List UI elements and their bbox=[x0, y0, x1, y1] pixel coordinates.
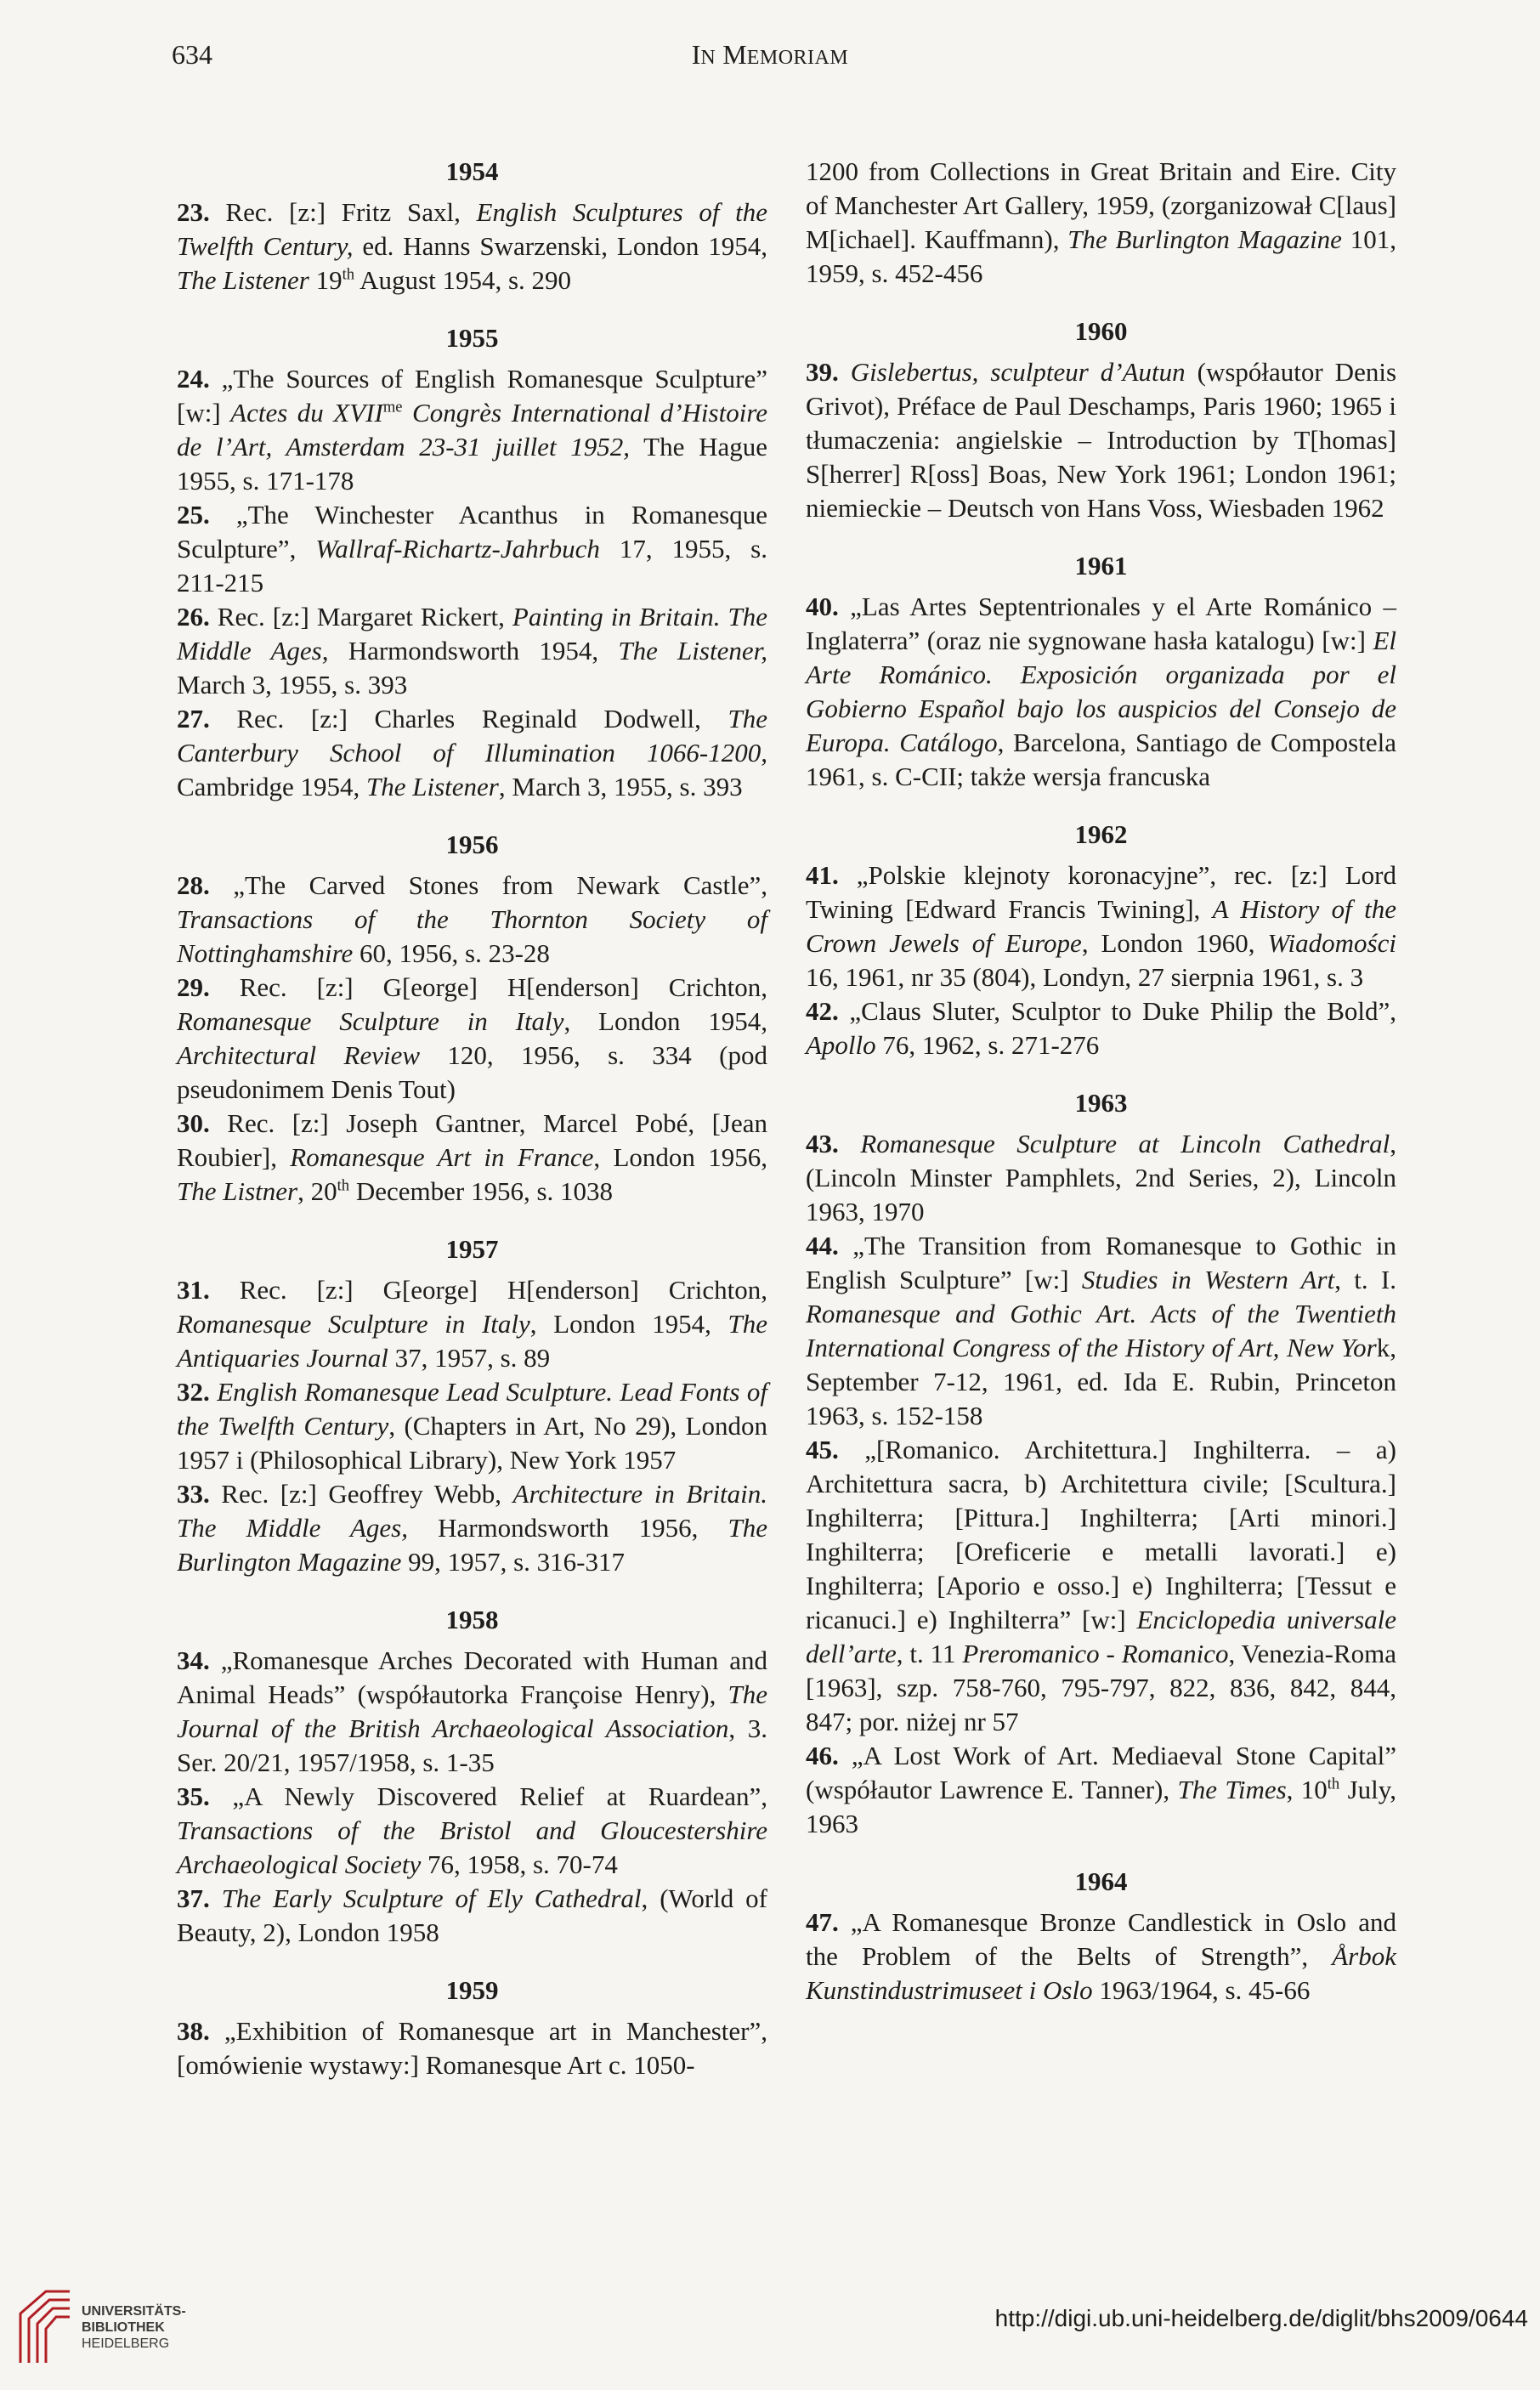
entry-title-italic: The Listner bbox=[177, 1176, 298, 1206]
year-heading: 1958 bbox=[445, 1605, 499, 1634]
superscript: th bbox=[1327, 1775, 1340, 1793]
entry-number: 34. bbox=[177, 1645, 210, 1675]
entry-text: , (Chapters in Art, No 29), London 1957 i (Philosophical Library), New York 1957 bbox=[177, 1411, 767, 1475]
entry-text: „Claus Sluter, Sculptor to Duke Philip the Bold”, bbox=[838, 996, 1396, 1026]
bibliography-entry bbox=[806, 1433, 1396, 1739]
bibliography-entry bbox=[806, 355, 1396, 525]
entry-text: , t. 11 bbox=[896, 1639, 963, 1668]
entry-text: 76, 1962, s. 271-276 bbox=[875, 1030, 1100, 1060]
entry-title-italic: Årbok Kunstindustrimuseet i Oslo bbox=[806, 1941, 1396, 2005]
bibliography-entry bbox=[806, 155, 1396, 291]
year-heading: 1962 bbox=[1074, 819, 1128, 849]
bibliography-entry bbox=[177, 1107, 767, 1209]
entry-text: July, 1963 bbox=[806, 1775, 1396, 1838]
bibliography-entry bbox=[806, 1229, 1396, 1433]
entry-text: , 3. Ser. 20/21, 1957/1958, s. 1-35 bbox=[177, 1713, 767, 1777]
year-heading: 1956 bbox=[445, 830, 499, 859]
superscript: me bbox=[382, 398, 403, 416]
bibliography-entry bbox=[806, 590, 1396, 794]
entry-text: , 20 bbox=[297, 1176, 337, 1206]
entry-text: 1963/1964, s. 45-66 bbox=[1092, 1975, 1311, 2005]
entry-title-italic: Apollo bbox=[806, 1030, 876, 1060]
year-heading: 1957 bbox=[445, 1234, 499, 1264]
entry-title-italic: The Early Sculpture of Ely Cathedral bbox=[221, 1883, 642, 1913]
entry-text: „The Carved Stones from Newark Castle”, bbox=[209, 870, 767, 900]
entry-number: 42. bbox=[806, 996, 839, 1026]
entry-text: 76, 1958, s. 70-74 bbox=[421, 1849, 618, 1879]
entry-text: , t. I. bbox=[1334, 1265, 1396, 1294]
entry-text: , London 1954, bbox=[529, 1309, 728, 1339]
entry-text: 16, 1961, nr 35 (804), Londyn, 27 sierpnia 1961, s. 3 bbox=[806, 962, 1364, 992]
entry-text bbox=[839, 1129, 861, 1158]
bibliography-entry bbox=[177, 869, 767, 971]
entry-title-italic: Architectural Review bbox=[177, 1040, 421, 1070]
entry-text: 17, 1955, s. 211-215 bbox=[177, 534, 767, 598]
year-heading: 1963 bbox=[1074, 1088, 1128, 1118]
entry-text: , (Lincoln Minster Pamphlets, 2nd Series, 2), Lincoln 1963, 1970 bbox=[806, 1129, 1396, 1226]
entry-number: 28. bbox=[177, 870, 210, 900]
entry-text: 1200 from Collections in Great Britain and Eire. City of Manchester Art Gallery, 1959, (zorganizował C[laus] M[ichael]. Kauffmann), bbox=[806, 156, 1396, 254]
entry-title-italic: The Listener, bbox=[618, 636, 767, 665]
entry-title-italic: English Sculptures of the Twelfth Century, bbox=[177, 197, 767, 261]
entry-text: March 3, 1955, s. 393 bbox=[177, 670, 408, 699]
entry-title-italic: Wiadomości bbox=[1267, 928, 1396, 958]
entry-title-italic: The Listener bbox=[177, 265, 309, 295]
entry-text: Rec. [z:] Margaret Rickert, bbox=[209, 602, 512, 631]
entry-title-italic: The Burlington Magazine bbox=[177, 1513, 767, 1577]
entry-text: Harmondsworth 1954, bbox=[328, 636, 619, 665]
entry-title-italic: Romanesque Sculpture at Lincoln Cathedral bbox=[860, 1129, 1390, 1158]
entry-number: 39. bbox=[806, 357, 839, 387]
entry-title-italic: Transactions of the Thornton Society of Nottinghamshire bbox=[177, 904, 767, 968]
entry-number: 37. bbox=[177, 1883, 210, 1913]
bibliography-entry bbox=[177, 971, 767, 1107]
entry-text: , London 1954, bbox=[563, 1006, 768, 1036]
entry-text: ed. Hanns Swarzenski, London 1954, bbox=[353, 231, 767, 261]
entry-number: 45. bbox=[806, 1435, 839, 1464]
entry-number: 33. bbox=[177, 1479, 210, 1509]
entry-text: „A Lost Work of Art. Mediaeval Stone Capital” (współautor Lawrence E. Tanner), bbox=[806, 1741, 1396, 1804]
entry-title-italic: Romanesque Art in France bbox=[290, 1142, 594, 1172]
year-heading: 1954 bbox=[445, 156, 499, 186]
bibliography-entry bbox=[177, 1644, 767, 1780]
library-name: UNIVERSITÄTS- BIBLIOTHEK HEIDELBERG bbox=[82, 2303, 186, 2351]
entry-number: 26. bbox=[177, 602, 210, 631]
entry-title-italic: Romanesque Sculpture in Italy bbox=[177, 1006, 564, 1036]
bibliography-entry bbox=[177, 362, 767, 498]
entry-text: August 1954, s. 290 bbox=[354, 265, 572, 295]
bibliography-entry bbox=[806, 1739, 1396, 1841]
year-heading: 1960 bbox=[1074, 316, 1128, 346]
entry-text: 37, 1957, s. 89 bbox=[388, 1343, 551, 1373]
bibliography-entry bbox=[177, 1882, 767, 1950]
entry-text: 99, 1957, s. 316-317 bbox=[401, 1547, 625, 1577]
entry-title-italic: A History of the Crown Jewels of Europe bbox=[806, 894, 1396, 958]
entry-text bbox=[210, 1883, 222, 1913]
bibliography-entry bbox=[177, 498, 767, 600]
entry-text: „A Newly Discovered Relief at Ruardean”, bbox=[209, 1781, 767, 1811]
library-logo bbox=[17, 2288, 186, 2366]
entry-number: 30. bbox=[177, 1108, 210, 1138]
bibliography-entry bbox=[806, 994, 1396, 1062]
entry-title-italic: Actes du XVII bbox=[230, 398, 383, 428]
source-url[interactable]: http://digi.ub.uni-heidelberg.de/diglit/bhs2009/0644 bbox=[994, 2305, 1528, 2331]
entry-text: „The Sources of English Romanesque Sculpture” [w:] bbox=[177, 364, 767, 428]
entry-text: „Polskie klejnoty koronacyjne”, rec. [z:] Lord Twining [Edward Francis Twining], bbox=[806, 860, 1396, 924]
entry-title-italic: The Times bbox=[1177, 1775, 1287, 1804]
entry-text: 120, 1956, s. 334 (pod pseudonimem Denis Tout) bbox=[177, 1040, 767, 1104]
entry-text: Cambridge 1954, bbox=[177, 772, 366, 801]
year-heading: 1959 bbox=[445, 1975, 499, 2005]
entry-number: 46. bbox=[806, 1741, 839, 1770]
superscript: th bbox=[337, 1176, 350, 1195]
entry-number: 24. bbox=[177, 364, 210, 394]
entry-title-italic: Gislebertus, sculpteur d’Autun bbox=[850, 357, 1186, 387]
running-title: IN MEMORIAM bbox=[691, 39, 849, 70]
entry-text: „[Romanico. Architettura.] Inghilterra. – a) Architettura sacra, b) Architettura civile; [Scultura.] Inghilterra; [Pittura.] Inghilterra; [Arti minori.] Inghilterra; [Oreficerie e metalli lavorati.] e) Inghilterra; [Aporio e osso.] e) Inghilterra; [Tessut e ricanuci.] e) Inghilterra” [w:] bbox=[806, 1435, 1396, 1634]
entry-number: 23. bbox=[177, 197, 210, 227]
entry-text: „Exhibition of Romanesque art in Manchester”, [omówienie wystawy:] Romanesque Art c. 1050- bbox=[177, 2016, 767, 2080]
entry-title-italic: Romanesque Sculpture in Italy bbox=[177, 1309, 530, 1339]
entry-text: „A Romanesque Bronze Candlestick in Oslo and the Problem of the Belts of Strength”, bbox=[806, 1907, 1396, 1971]
entry-text bbox=[210, 1377, 217, 1407]
entry-text: k, September 7-12, 1961, ed. Ida E. Rubin, Princeton 1963, s. 152-158 bbox=[806, 1333, 1396, 1430]
entry-text: „Las Artes Septentrionales y el Arte Románico – Inglaterra” (oraz nie sygnowane hasła katalogu) [w:] bbox=[806, 592, 1396, 655]
entry-text: „The Winchester Acanthus in Romanesque Sculpture”, bbox=[177, 500, 767, 564]
entry-title-italic: Studies in Western Art bbox=[1081, 1265, 1335, 1294]
left-column bbox=[177, 155, 767, 2082]
entry-title-italic: Architecture in Britain. The Middle Ages, bbox=[177, 1479, 767, 1543]
entry-text: 19 bbox=[309, 265, 343, 295]
bibliography-entry bbox=[177, 1477, 767, 1579]
entry-title-italic: The Journal of the British Archaeological Association bbox=[177, 1679, 767, 1743]
entry-text: , 10 bbox=[1286, 1775, 1328, 1804]
entry-number: 35. bbox=[177, 1781, 210, 1811]
entry-number: 43. bbox=[806, 1129, 839, 1158]
bibliography-entry bbox=[177, 1780, 767, 1882]
entry-text: Rec. [z:] Charles Reginald Dodwell, bbox=[209, 704, 728, 733]
entry-text: „The Transition from Romanesque to Gothic in English Sculpture” [w:] bbox=[806, 1231, 1396, 1294]
entry-text: Rec. [z:] Fritz Saxl, bbox=[209, 197, 477, 227]
entry-text: Rec. [z:] G[eorge] H[enderson] Crichton, bbox=[209, 972, 767, 1002]
entry-text: Rec. [z:] Joseph Gantner, Marcel Pobé, [Jean Roubier], bbox=[177, 1108, 767, 1172]
bibliography-entry bbox=[806, 858, 1396, 994]
entry-number: 47. bbox=[806, 1907, 839, 1937]
bibliography-entry bbox=[177, 1375, 767, 1477]
entry-title-italic: Painting in Britain. The Middle Ages, bbox=[177, 602, 767, 665]
year-heading: 1955 bbox=[445, 323, 499, 353]
bibliography-entry bbox=[806, 1906, 1396, 2008]
bibliography-entry bbox=[177, 702, 767, 804]
bibliography-entry bbox=[806, 1127, 1396, 1229]
entry-text: „Romanesque Arches Decorated with Human and Animal Heads” (współautorka Françoise Henry), bbox=[177, 1645, 767, 1709]
entry-title-italic: Romanesque and Gothic Art. Acts of the Twentieth International Congress of the History of Art, New Yor bbox=[806, 1299, 1396, 1362]
year-heading: 1961 bbox=[1074, 551, 1128, 581]
right-column bbox=[806, 155, 1396, 2008]
entry-title-italic: English Romanesque Lead Sculpture. Lead Fonts of the Twelfth Century bbox=[177, 1377, 768, 1441]
entry-title-italic: The Canterbury School of Illumination 1066-1200, bbox=[177, 704, 767, 767]
entry-title-italic: El Arte Románico. Exposición organizada por el Gobierno Español bajo los auspicios del Consejo de Europa. Catálogo bbox=[806, 626, 1396, 757]
entry-title-italic: Congrès International d’Histoire de l’Art, Amsterdam 23-31 juillet 1952, bbox=[177, 398, 767, 462]
entry-number: 27. bbox=[177, 704, 210, 733]
entry-text: , Barcelona, Santiago de Compostela 1961, s. C-CII; także wersja francuska bbox=[806, 728, 1396, 791]
entry-text: Rec. [z:] G[eorge] H[enderson] Crichton, bbox=[209, 1275, 767, 1305]
entry-text: December 1956, s. 1038 bbox=[349, 1176, 614, 1206]
entry-text: , (World of Beauty, 2), London 1958 bbox=[177, 1883, 768, 1947]
entry-number: 44. bbox=[806, 1231, 839, 1260]
entry-number: 32. bbox=[177, 1377, 210, 1407]
entry-text: (współautor Denis Grivot), Préface de Paul Deschamps, Paris 1960; 1965 i tłumaczenia: angielskie – Introduction by T[homas] S[herrer] R[oss] Boas, New York 1961; London 1961; niemieckie – Deutsch von Hans Voss, Wiesbaden 1962 bbox=[806, 357, 1397, 523]
bibliography-entry bbox=[177, 2014, 767, 2082]
bibliography-entry bbox=[177, 195, 767, 297]
entry-number: 41. bbox=[806, 860, 839, 890]
library-logo-icon bbox=[17, 2288, 73, 2366]
page-number: 634 bbox=[172, 39, 212, 70]
year-heading: 1964 bbox=[1074, 1866, 1128, 1896]
bibliography-entry bbox=[177, 600, 767, 702]
entry-number: 29. bbox=[177, 972, 210, 1002]
entry-text: , Venezia-Roma [1963], szp. 758-760, 795-797, 822, 836, 842, 844, 847; por. niżej nr 57 bbox=[806, 1639, 1396, 1736]
entry-number: 31. bbox=[177, 1275, 210, 1305]
entry-text: Rec. [z:] Geoffrey Webb, bbox=[209, 1479, 513, 1509]
bibliography-entry bbox=[177, 1273, 767, 1375]
entry-title-italic: Preromanico - Romanico bbox=[962, 1639, 1229, 1668]
entry-text bbox=[839, 357, 851, 387]
entry-title-italic: Transactions of the Bristol and Gloucestershire Archaeological Society bbox=[177, 1815, 767, 1879]
entry-title-italic: The Burlington Magazine bbox=[1067, 224, 1342, 254]
entry-text: Harmondsworth 1956, bbox=[407, 1513, 728, 1543]
entry-text: , London 1956, bbox=[593, 1142, 767, 1172]
entry-title-italic: The Antiquaries Journal bbox=[177, 1309, 768, 1373]
entry-title-italic: The Listener bbox=[366, 772, 499, 801]
superscript: th bbox=[342, 265, 355, 284]
entry-text: , London 1960, bbox=[1081, 928, 1268, 958]
entry-text: 60, 1956, s. 23-28 bbox=[353, 938, 550, 968]
entry-text: The Hague 1955, s. 171-178 bbox=[177, 432, 767, 496]
entry-number: 40. bbox=[806, 592, 839, 621]
entry-number: 38. bbox=[177, 2016, 210, 2046]
entry-text: 101, 1959, s. 452-456 bbox=[806, 224, 1396, 288]
entry-title-italic: Enciclopedia universale dell’arte bbox=[806, 1605, 1397, 1668]
entry-title-italic: Wallraf-Richartz-Jahrbuch bbox=[315, 534, 600, 564]
entry-number: 25. bbox=[177, 500, 210, 530]
entry-text: , March 3, 1955, s. 393 bbox=[498, 772, 743, 801]
